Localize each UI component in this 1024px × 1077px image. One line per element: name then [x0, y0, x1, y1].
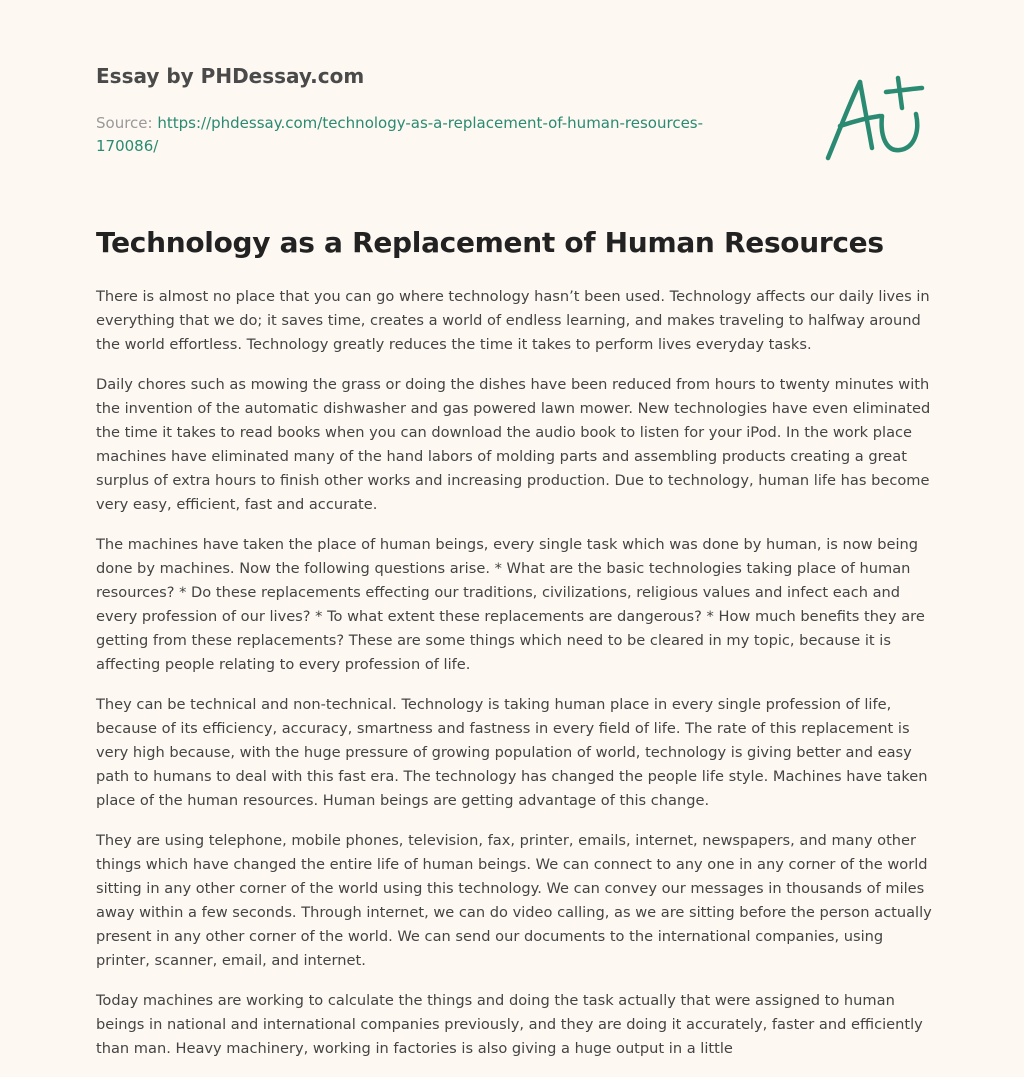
- essay-paragraph: Today machines are working to calculate the things and doing the task actually that were assigned to human beings in national and international companies previously, and they are doing it accurately, faster and efficiently than man. Heavy machinery, working in factories is also giving a huge output in a little: [96, 992, 923, 1057]
- essay-title: Technology as a Replacement of Human Resources: [96, 226, 884, 259]
- source-label: Source:: [96, 114, 153, 132]
- a-plus-grade-icon: [816, 64, 936, 168]
- source-url-line1: https://phdessay.com/technology-as-a-replacement-of-human-resources-: [157, 114, 704, 132]
- essay-paragraph: The machines have taken the place of human beings, every single task which was done by human, is now being done by machines. Now the following questions arise. * What are the basic technologies taking place of human resources? * Do these replacements effecting our traditions, civilizations, religious values and infect each and every profession of our lives? * To what extent these replacements are dangerous? * How much benefits they are getting from these replacements? These are some things which need to be cleared in my topic, because it is affecting people relating to every profession of life.: [96, 536, 925, 673]
- essay-body: [96, 285, 932, 1077]
- essay-paragraph: Daily chores such as mowing the grass or doing the dishes have been reduced from hours to twenty minutes with the invention of the automatic dishwasher and gas powered lawn mower. New technologies have even eliminated the time it takes to read books when you can download the audio book to listen for your iPod. In the work place machines have eliminated many of the hand labors of molding parts and assembling products creating a great surplus of extra hours to finish other works and increasing production. Due to technology, human life has become very easy, efficient, fast and accurate.: [96, 376, 931, 513]
- source-line: [96, 112, 736, 158]
- essay-paragraph: They are using telephone, mobile phones, television, fax, printer, emails, internet, newspapers, and many other things which have changed the entire life of human beings. We can connect to any one in any corner of the world sitting in any other corner of the world using this technology. We can convey our messages in thousands of miles away within a few seconds. Through internet, we can do video calling, as we are sitting before the person actually present in any other corner of the world. We can send our documents to the international companies, using printer, scanner, email, and internet.: [96, 832, 932, 969]
- source-url-line2: 170086/: [96, 137, 159, 155]
- essay-paragraph: There is almost no place that you can go where technology hasn’t been used. Technology affects our daily lives in everything that we do; it saves time, creates a world of endless learning, and makes traveling to halfway around the world effortless. Technology greatly reduces the time it takes to perform lives everyday tasks.: [96, 288, 930, 353]
- site-brand: Essay by PHDessay.com: [96, 64, 365, 88]
- essay-paragraph: They can be technical and non-technical. Technology is taking human place in every single profession of life, because of its efficiency, accuracy, smartness and fastness in every field of life. The rate of this replacement is very high because, with the huge pressure of growing population of world, technology is giving better and easy path to humans to deal with this fast era. The technology has changed the people life style. Machines have taken place of the human resources. Human beings are getting advantage of this change.: [96, 696, 928, 809]
- source-link[interactable]: [96, 114, 703, 155]
